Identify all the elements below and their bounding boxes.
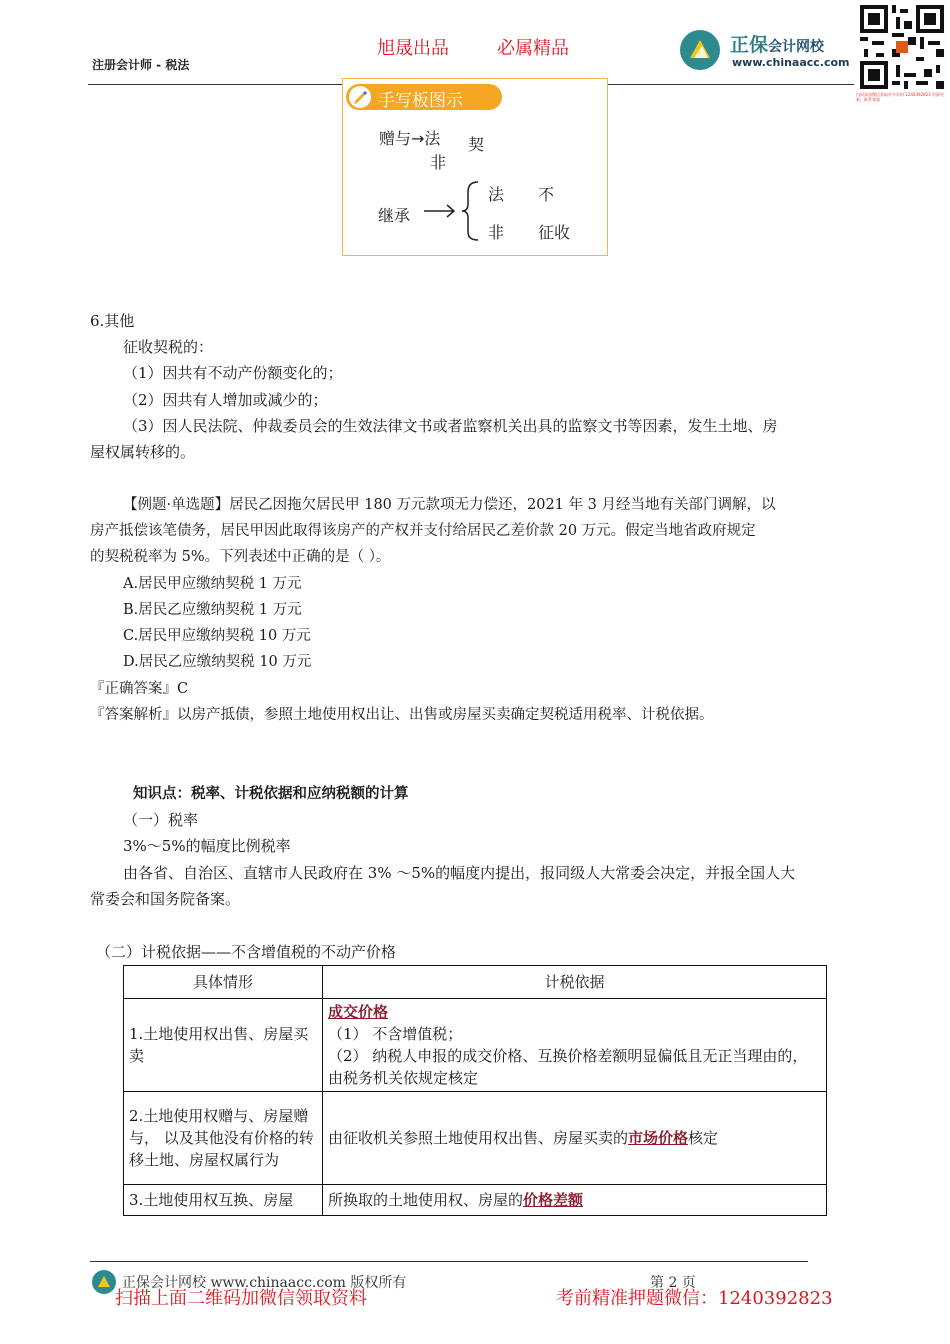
promo-left: 扫描上面二维码加微信领取资料 (115, 1288, 367, 1309)
hw-inherit: 继承 (378, 206, 411, 225)
hw-arrow-brace-icon (420, 176, 490, 246)
example-question: 【例题·单选题】居民乙因拖欠居民甲 180 万元款项无力偿还，2021 年 3 月经当地有关部门调解，以 (123, 497, 776, 513)
page-number: 第 2 页 (650, 1275, 696, 1291)
table-header: 计税依据 (323, 966, 827, 999)
footer-divider (90, 1261, 808, 1262)
footer-copyright: 正保会计网校 www.chinaacc.com 版权所有 (122, 1275, 407, 1291)
basis-note-2: （2） 纳税人申报的成交价格、互换价格差额明显偏低且无正当理由的，由税务机关依规定核定 (328, 1047, 808, 1087)
tax-basis-table (123, 965, 827, 1216)
section-title: 6.其他 (90, 312, 135, 330)
option-c: C.居民甲应缴纳契税 10 万元 (123, 628, 311, 644)
answer-analysis: 『答案解析』以房产抵债，参照土地使用权出让、出售或房屋买卖确定契税适用税率、计税依据。 (90, 707, 714, 723)
example-question-end: 的契税税率为 5%。下列表述中正确的是（ ）。 (90, 549, 391, 565)
slogan-right: 必属精品 (497, 38, 569, 59)
logo-mark-icon (680, 30, 720, 70)
table-cell-case: 3.土地使用权互换、房屋 (124, 1185, 323, 1216)
hw-inherit-fei-result: 征收 (538, 223, 571, 242)
basis-note-1: （1） 不含增值税； (328, 1025, 463, 1043)
section-item-3: （3）因人民法院、仲裁委员会的生效法律文书或者监察机关出具的监察文书等因素，发生土地、房 (123, 417, 778, 435)
correct-answer: 『正确答案』C (90, 681, 189, 697)
handwriting-badge-label: 手写板图示 (378, 91, 463, 111)
example-question-cont: 房产抵偿该笔债务，居民甲因此取得该房产的产权并支付给居民乙差价款 20 万元。假定当地省政府规定 (90, 523, 756, 539)
logo-title: 正保会计网校 (730, 34, 825, 56)
hw-gift-non: 非 (430, 153, 447, 172)
table-row (124, 999, 827, 1092)
price-difference-link[interactable]: 价格差额 (523, 1191, 584, 1209)
section-item-3-cont: 屋权属转移的。 (90, 443, 196, 461)
hw-gift-result: 契 (468, 135, 485, 154)
table-header: 具体情形 (124, 966, 323, 999)
table-cell-case: 1.土地使用权出售、房屋买卖 (124, 999, 323, 1092)
table-header-row (124, 966, 827, 999)
rate-range: 3%～5%的幅度比例税率 (123, 837, 291, 855)
table-row (124, 1185, 827, 1216)
table-row (124, 1092, 827, 1185)
section-intro: 征收契税的： (123, 338, 214, 356)
pen-icon (349, 86, 371, 108)
table-cell-basis: 由征收机关参照土地使用权出售、房屋买卖的市场价格核定 (323, 1092, 827, 1185)
subsection-basis: （二）计税依据——不含增值税的不动产价格 (96, 943, 397, 961)
option-d: D.居民乙应缴纳契税 10 万元 (123, 654, 312, 670)
basis-title-link[interactable]: 成交价格 (328, 1003, 389, 1021)
qr-note: 扫码添加微信获取更多资料 1240392823 资源更新，联系客服 (856, 92, 944, 102)
market-price-link[interactable]: 市场价格 (628, 1129, 689, 1147)
section-item-1: （1）因共有不动产份额变化的； (123, 364, 343, 382)
table-cell-basis: 所换取的土地使用权、房屋的价格差额 (323, 1185, 827, 1216)
chinaacc-logo[interactable] (680, 28, 860, 76)
footer-logo-icon (92, 1270, 116, 1294)
hw-inherit-fei: 非 (488, 223, 505, 242)
rate-description-cont: 常委会和国务院备案。 (90, 890, 241, 908)
promo-right: 考前精准押题微信：1240392823 (556, 1288, 833, 1309)
hw-gift: 赠与→法 (379, 129, 441, 148)
subsection-rate: （一）税率 (123, 811, 199, 829)
knowledge-title: 知识点：税率、计税依据和应纳税额的计算 (133, 786, 409, 802)
hw-inherit-fa-result: 不 (538, 185, 555, 204)
option-a: A.居民甲应缴纳契税 1 万元 (123, 576, 302, 592)
course-title: 注册会计师 - 税法 (92, 58, 190, 72)
rate-description: 由各省、自治区、直辖市人民政府在 3% ～5%的幅度内提出，报同级人大常委会决定，并报全国人大 (123, 864, 796, 882)
qr-code-icon[interactable] (860, 4, 944, 90)
hw-inherit-fa: 法 (488, 185, 505, 204)
table-cell-case: 2.土地使用权赠与、房屋赠与， 以及其他没有价格的转移土地、房屋权属行为 (124, 1092, 323, 1185)
logo-url: www.chinaacc.com (732, 56, 850, 69)
option-b: B.居民乙应缴纳契税 1 万元 (123, 602, 302, 618)
slogan-left: 旭晟出品 (377, 38, 449, 59)
table-cell-basis (323, 999, 827, 1092)
section-item-2: （2）因共有人增加或减少的； (123, 391, 328, 409)
